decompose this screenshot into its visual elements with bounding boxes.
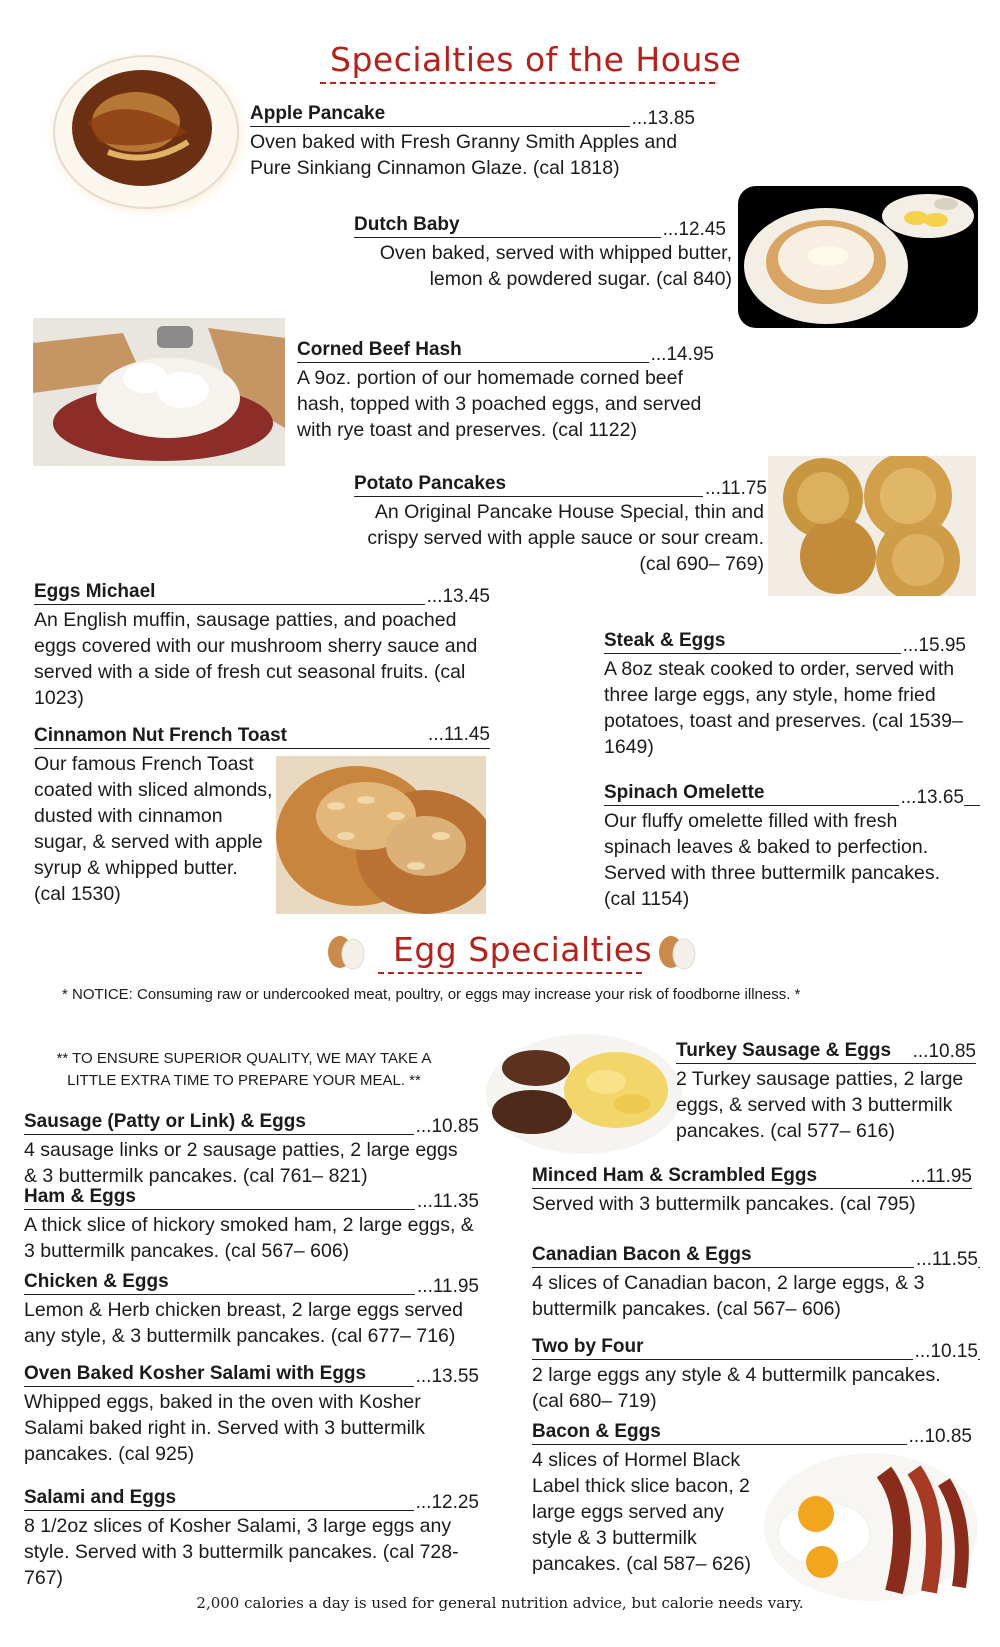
item-description: A 8oz steak cooked to order, served with three large eggs, any style, home fried potatoes, toast and preserves. (cal 1539– 1649) bbox=[604, 658, 963, 758]
menu-item-turkey-sausage-eggs bbox=[676, 1041, 976, 1144]
item-description: An English muffin, sausage patties, and poached eggs covered with our mushroom sherry sauce and served with a side of fresh cut seasonal fruits. (cal 1023) bbox=[34, 609, 478, 709]
specialties-title: Specialties of the House bbox=[330, 40, 742, 79]
menu-item-chicken-eggs bbox=[24, 1268, 479, 1349]
item-price: ...11.95 bbox=[910, 1166, 972, 1187]
item-description: 4 slices of Hormel Black Label thick slice bacon, 2 large eggs served any style & 3 buttermilk pancakes. (cal 587– 626) bbox=[532, 1449, 751, 1575]
item-description: 2 large eggs any style & 4 buttermilk pancakes. (cal 680– 719) bbox=[532, 1364, 941, 1412]
corned-beef-hash-photo bbox=[33, 318, 285, 466]
item-description: Oven baked, served with whipped butter, lemon & powdered sugar. (cal 840) bbox=[379, 242, 732, 290]
menu-item-two-by-four bbox=[532, 1333, 980, 1414]
item-price: ...12.25 bbox=[415, 1492, 479, 1513]
item-description: 2 Turkey sausage patties, 2 large eggs, & served with 3 buttermilk pancakes. (cal 577– 616) bbox=[676, 1068, 964, 1142]
item-name: Ham & Eggs bbox=[24, 1186, 136, 1207]
apple-pancake-photo bbox=[38, 42, 253, 222]
dutch-baby-photo bbox=[738, 186, 978, 328]
menu-item-potato-pancakes bbox=[354, 470, 767, 577]
item-description: 4 slices of Canadian bacon, 2 large eggs, & 3 buttermilk pancakes. (cal 567– 606) bbox=[532, 1272, 925, 1320]
item-description: A 9oz. portion of our homemade corned beef hash, topped with 3 poached eggs, and served with rye toast and preserves. (cal 1122) bbox=[297, 367, 702, 441]
menu-item-sausage-eggs bbox=[24, 1108, 479, 1189]
item-price: ...13.55 bbox=[415, 1366, 479, 1387]
item-name: Turkey Sausage & Eggs bbox=[676, 1040, 892, 1061]
item-name: Sausage (Patty or Link) & Eggs bbox=[24, 1111, 306, 1132]
item-name: Corned Beef Hash bbox=[297, 339, 462, 360]
item-price: ...10.85 bbox=[415, 1116, 479, 1137]
item-name: Spinach Omelette bbox=[604, 782, 765, 803]
item-name: Bacon & Eggs bbox=[532, 1421, 661, 1442]
item-description: Oven baked with Fresh Granny Smith Apples and Pure Sinkiang Cinnamon Glaze. (cal 1818) bbox=[250, 131, 678, 179]
item-price: ...11.55 bbox=[916, 1249, 978, 1270]
item-name: Eggs Michael bbox=[34, 581, 156, 602]
item-description: Served with 3 buttermilk pancakes. (cal 795) bbox=[532, 1193, 916, 1215]
item-name: Steak & Eggs bbox=[604, 630, 726, 651]
menu-item-ham-eggs bbox=[24, 1187, 479, 1264]
item-price: ...11.35 bbox=[417, 1191, 479, 1212]
item-price: ...13.65 bbox=[900, 787, 964, 808]
menu-item-dutch-baby bbox=[354, 211, 732, 292]
item-name: Apple Pancake bbox=[250, 103, 386, 124]
item-description: Whipped eggs, baked in the oven with Kosher Salami baked right in. Served with 3 buttermilk pancakes. (cal 925) bbox=[24, 1391, 426, 1465]
menu-item-salami-and-eggs bbox=[24, 1484, 479, 1591]
item-name: Canadian Bacon & Eggs bbox=[532, 1244, 752, 1265]
item-name: Two by Four bbox=[532, 1336, 644, 1357]
quality-notice: ** TO ENSURE SUPERIOR QUALITY, WE MAY TAKE A LITTLE EXTRA TIME TO PREPARE YOUR MEAL. ** bbox=[56, 1050, 432, 1089]
potato-pancakes-photo bbox=[768, 456, 976, 596]
item-price: ...11.45 bbox=[428, 724, 490, 745]
item-price: ...13.45 bbox=[426, 586, 490, 607]
egg-title-underline bbox=[378, 972, 642, 974]
egg-icon bbox=[325, 932, 369, 977]
item-price: ...13.85 bbox=[631, 108, 695, 129]
item-name: Salami and Eggs bbox=[24, 1487, 177, 1508]
item-price: ...10.85 bbox=[908, 1426, 972, 1447]
menu-item-apple-pancake bbox=[250, 100, 695, 181]
menu-item-eggs-michael bbox=[34, 578, 490, 711]
item-description: Lemon & Herb chicken breast, 2 large eggs served any style, & 3 buttermilk pancakes. (cal 677– 716) bbox=[24, 1299, 463, 1347]
egg-icon bbox=[656, 932, 700, 977]
menu-item-canadian-bacon-eggs bbox=[532, 1241, 980, 1322]
item-name: Cinnamon Nut French Toast bbox=[34, 725, 287, 746]
item-description: An Original Pancake House Special, thin and crispy served with apple sauce or sour cream. (cal 690– 769) bbox=[367, 501, 764, 575]
item-name: Oven Baked Kosher Salami with Eggs bbox=[24, 1363, 367, 1384]
calorie-disclaimer: 2,000 calories a day is used for general nutrition advice, but calorie needs vary. bbox=[196, 1594, 804, 1612]
french-toast-photo bbox=[276, 756, 486, 914]
item-price: ...11.75 bbox=[705, 478, 767, 499]
turkey-sausage-photo bbox=[486, 1032, 682, 1156]
item-name: Minced Ham & Scrambled Eggs bbox=[532, 1165, 818, 1186]
egg-specialties-title: Egg Specialties bbox=[393, 930, 653, 969]
menu-item-kosher-salami-eggs bbox=[24, 1360, 479, 1467]
foodborne-notice: * NOTICE: Consuming raw or undercooked meat, poultry, or eggs may increase your risk of foodborne illness. * bbox=[62, 986, 801, 1003]
item-description: 4 sausage links or 2 sausage patties, 2 large eggs & 3 buttermilk pancakes. (cal 761– 821) bbox=[24, 1139, 458, 1187]
item-description: 8 1/2oz slices of Kosher Salami, 3 large eggs any style. Served with 3 buttermilk pancakes. (cal 728-767) bbox=[24, 1515, 459, 1589]
item-description: Our famous French Toast coated with sliced almonds, dusted with cinnamon sugar, & served with apple syrup & whipped butter. (cal 1530) bbox=[34, 753, 273, 905]
menu-item-spinach-omelette bbox=[604, 779, 980, 912]
item-name: Potato Pancakes bbox=[354, 473, 507, 494]
item-description: A thick slice of hickory smoked ham, 2 large eggs, & 3 buttermilk pancakes. (cal 567– 606) bbox=[24, 1214, 474, 1262]
item-price: ...14.95 bbox=[650, 344, 714, 365]
item-price: ...11.95 bbox=[417, 1276, 479, 1297]
specialties-title-underline bbox=[320, 82, 715, 84]
bacon-eggs-photo bbox=[764, 1452, 978, 1602]
menu-item-minced-ham-eggs bbox=[532, 1166, 972, 1217]
item-price: ...15.95 bbox=[902, 635, 966, 656]
item-name: Chicken & Eggs bbox=[24, 1271, 169, 1292]
menu-item-corned-beef-hash bbox=[297, 336, 714, 443]
item-name: Dutch Baby bbox=[354, 214, 460, 235]
item-price: ...10.85 bbox=[912, 1041, 976, 1062]
menu-item-steak-eggs bbox=[604, 627, 966, 760]
item-price: ...10.15 bbox=[914, 1341, 978, 1362]
item-price: ...12.45 bbox=[662, 219, 726, 240]
item-description: Our fluffy omelette filled with fresh spinach leaves & baked to perfection. Served with three buttermilk pancakes. (cal 1154) bbox=[604, 810, 940, 910]
